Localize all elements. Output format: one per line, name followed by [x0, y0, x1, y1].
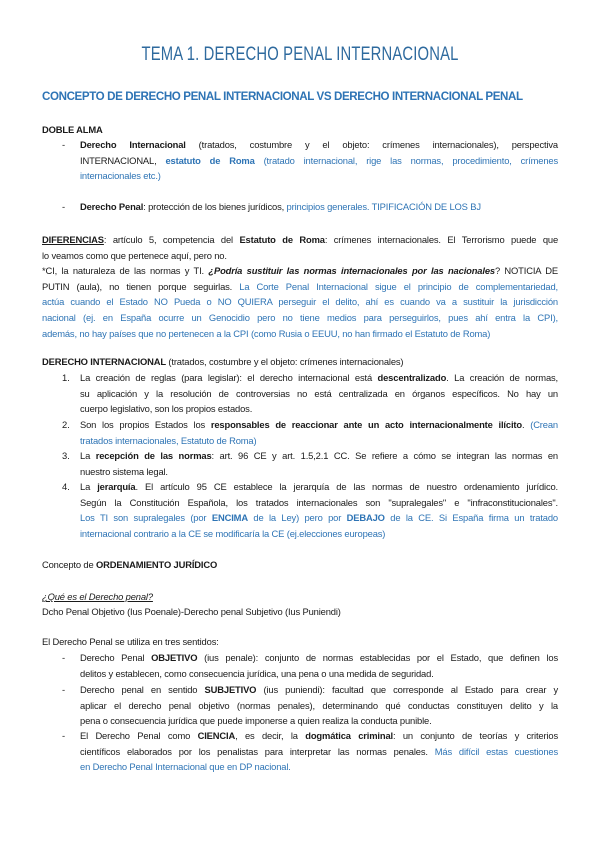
derecho-internacional-heading: DERECHO INTERNACIONAL (tratados, costumbre y el objeto: crímenes internacionales)	[42, 356, 404, 367]
section-heading: CONCEPTO DE DERECHO PENAL INTERNACIONAL VS DERECHO INTERNACIONAL PENAL	[42, 90, 523, 103]
list-item-descentralizado: La creación de reglas (para legislar): el derecho internacional está descentralizado. La creación de normas, su aplicación y la resolución de controversias no está centralizada en órganos específicos. No hay un cuerpo legislativo, son los propios estados.	[80, 372, 558, 415]
bullet-dash: -	[62, 730, 66, 741]
sentidos-intro: El Derecho Penal se utiliza en tres sentidos:	[42, 636, 219, 647]
doble-alma-label: DOBLE ALMA	[42, 124, 103, 135]
list-item-jerarquia: La jerarquía. El artículo 95 CE establece la jerarquía de las normas de nuestro ordenamiento jurídico. Según la Constitución Española, los tratados internacionales son "supralegales" e "infraconstitucionales". Los TI son supralegales (por ENCIMA de la Ley) pero por DEBAJO de la CE. Si España firma un tratado internacional contrario a la CE se modificaría la CE (ej.elecciones europeas)	[80, 481, 558, 539]
document-title: TEMA 1. DERECHO PENAL INTERNACIONAL	[141, 44, 459, 65]
list-number: 3.	[62, 450, 70, 461]
question-derecho-penal: ¿Qué es el Derecho penal?	[42, 591, 153, 602]
objetivo-subjetivo-line: Dcho Penal Objetivo (Ius Poenale)-Derecho penal Subjetivo (Ius Puniendi)	[42, 606, 341, 617]
doble-alma-item-penal: Derecho Penal: protección de los bienes jurídicos, principios generales. TIPIFICACIÓN DE LOS BJ	[80, 201, 481, 212]
list-number: 1.	[62, 372, 70, 383]
list-number: 4.	[62, 481, 70, 492]
ordenamiento-heading: Concepto de ORDENAMIENTO JURÍDICO	[42, 559, 218, 570]
sentido-subjetivo: Derecho penal en sentido SUBJETIVO (ius puniendi): facultad que corresponde al Estado para crear y aplicar el derecho penal objetivo (normas penales), determinando qué conductas constituyen delito y la pena o consecuencia jurídica que puede imponerse a quien realiza la conducta punible.	[80, 684, 558, 727]
diferencias-paragraph: DIFERENCIAS: artículo 5, competencia del Estatuto de Roma: crímenes internacionales. El Terrorismo puede que lo veamos como que pertenece aquí, pero no. *CI, la naturaleza de las normas y TI. ¿Podría sustituir las normas internacionales por las nacionales? NOTICIA DE PUTIN (aula), no tienen porque seguirlas. La Corte Penal Internacional sigue el principio de complementariedad, actúa cuando el Estado NO Pueda o NO QUIERA perseguir el delito, ahí es cuando va a sustituir la jurisdicción nacional (ej. en España ocurre un Genocidio pero no tiene medios para perseguirlos, pues ahí entra la CPI), además, no hay países que no pertenecen a la CPI (como Rusia o EEUU, no han firmado el Estatuto de Roma)	[42, 234, 559, 339]
bullet-dash: -	[62, 139, 66, 150]
list-number: 2.	[62, 419, 70, 430]
bullet-dash: -	[62, 201, 66, 212]
bullet-dash: -	[62, 652, 66, 663]
doble-alma-item-internacional: Derecho Internacional (tratados, costumbre y el objeto: crímenes internacionales), perspectiva INTERNACIONAL, estatuto de Roma (tratado internacional, rige las normas, procedimiento, crímenes internacionales etc.)	[80, 139, 558, 182]
sentido-objetivo: Derecho Penal OBJETIVO (ius penale): conjunto de normas establecidas por el Estado, que definen los delitos y establecen, como consecuencia jurídica, una pena o una medida de seguridad.	[80, 652, 558, 679]
list-item-responsables: Son los propios Estados los responsables de reaccionar ante un acto internacionalmente ilícito. (Crean tratados internacionales, Estatuto de Roma)	[80, 419, 558, 446]
sentido-ciencia: El Derecho Penal como CIENCIA, es decir, la dogmática criminal: un conjunto de teorías y criterios científicos elaborados por los penalistas para interpretar las normas penales. Más difícil estas cuestiones en Derecho Penal Internacional que en DP nacional.	[80, 730, 559, 773]
bullet-dash: -	[62, 684, 66, 695]
list-item-recepcion: La recepción de las normas: art. 96 CE y art. 1.5,2.1 CC. Se refiere a cómo se integran las normas en nuestro sistema legal.	[80, 450, 558, 477]
